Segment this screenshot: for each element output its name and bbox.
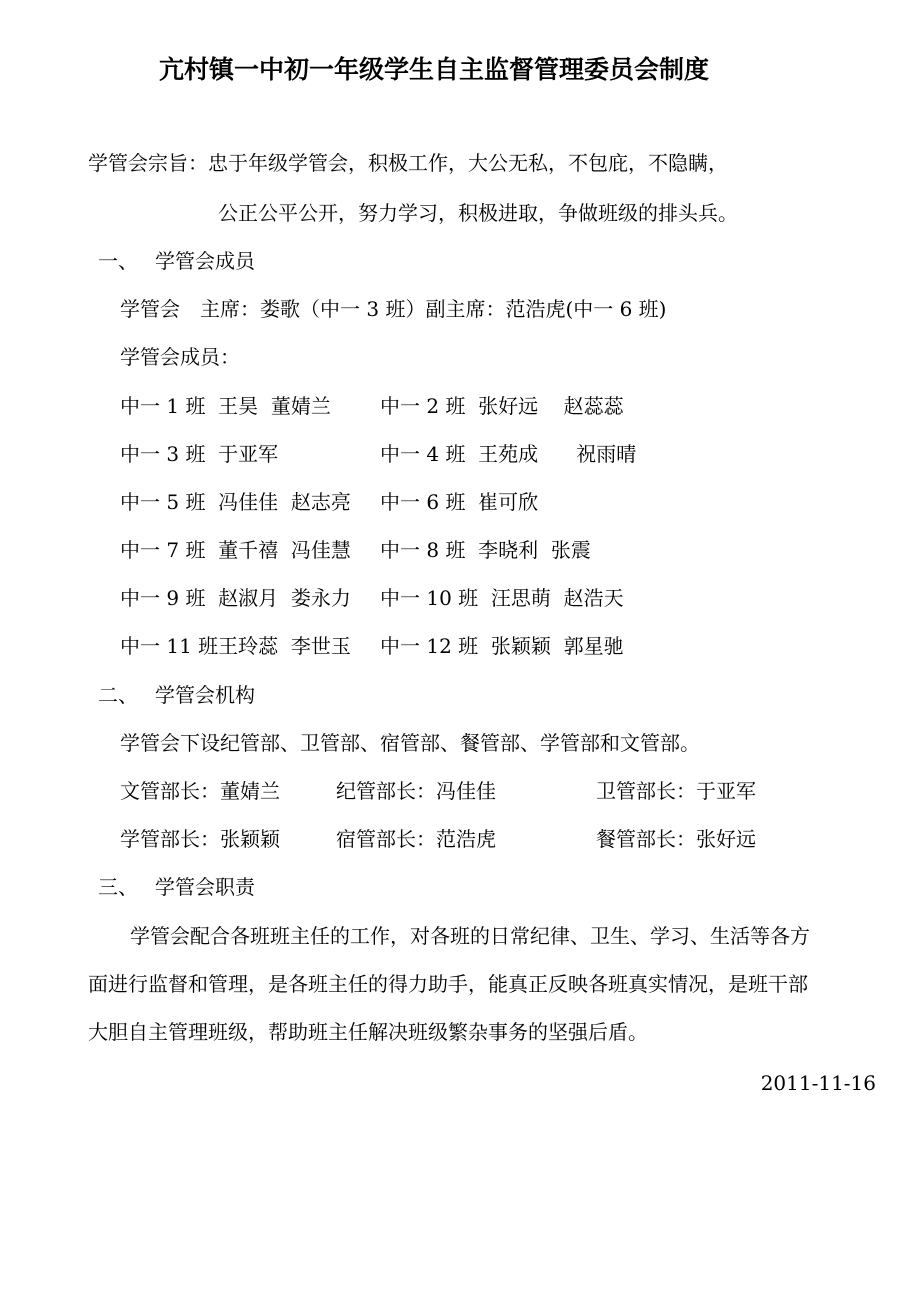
member-row-2-right: 中一 4 班 王苑成 祝雨晴	[380, 442, 637, 466]
section3-heading-num: 三、	[98, 875, 138, 899]
member-row-3-left: 中一 5 班 冯佳佳 赵志亮	[120, 490, 351, 514]
head-culture: 文管部长：董婧兰	[120, 779, 280, 803]
member-row-6-right: 中一 12 班 张颖颖 郭星驰	[380, 634, 624, 658]
member-row-5-left: 中一 9 班 赵淑月 娄永力	[120, 586, 351, 610]
member-row-6-left: 中一 11 班王玲蕊 李世玉	[120, 634, 351, 658]
departments-intro: 学管会下设纪管部、卫管部、宿管部、餐管部、学管部和文管部。	[120, 731, 700, 755]
duties-para-line-3: 大胆自主管理班级，帮助班主任解决班级繁杂事务的坚强后盾。	[88, 1020, 648, 1044]
member-row-1-left: 中一 1 班 王昊 董婧兰	[120, 394, 331, 418]
members-label: 学管会成员：	[120, 345, 240, 369]
member-row-3-right: 中一 6 班 崔可欣	[380, 490, 539, 514]
head-hygiene: 卫管部长：于亚军	[596, 779, 756, 803]
leaders-line: 学管会 主席：娄歌（中一 3 班）副主席：范浩虎(中一 6 班)	[120, 297, 667, 321]
head-study: 学管部长：张颖颖	[120, 827, 280, 851]
purpose-line-1: 学管会宗旨：忠于年级学管会，积极工作，大公无私，不包庇，不隐瞒，	[88, 151, 728, 175]
section2-heading: 学管会机构	[155, 683, 255, 707]
head-dining: 餐管部长：张好远	[596, 827, 756, 851]
document-date: 2011-11-16	[760, 1071, 876, 1095]
section2-heading-num: 二、	[98, 683, 138, 707]
head-dormitory: 宿管部长：范浩虎	[336, 827, 496, 851]
document-title: 亢村镇一中初一年级学生自主监督管理委员会制度	[158, 55, 709, 84]
member-row-5-right: 中一 10 班 汪思萌 赵浩天	[380, 586, 624, 610]
section1-heading-num: 一、	[98, 249, 138, 273]
member-row-4-right: 中一 8 班 李晓利 张震	[380, 538, 591, 562]
head-discipline: 纪管部长：冯佳佳	[336, 779, 496, 803]
purpose-line-2: 公正公平公开，努力学习，积极进取，争做班级的排头兵。	[218, 201, 738, 225]
duties-para-line-1: 学管会配合各班班主任的工作，对各班的日常纪律、卫生、学习、生活等各方	[130, 924, 810, 948]
section3-heading: 学管会职责	[155, 875, 255, 899]
member-row-4-left: 中一 7 班 董千禧 冯佳慧	[120, 538, 351, 562]
member-row-2-left: 中一 3 班 于亚军	[120, 442, 279, 466]
section1-heading: 学管会成员	[155, 249, 255, 273]
member-row-1-right: 中一 2 班 张好远 赵蕊蕊	[380, 394, 624, 418]
duties-para-line-2: 面进行监督和管理，是各班主任的得力助手，能真正反映各班真实情况，是班干部	[88, 972, 808, 996]
